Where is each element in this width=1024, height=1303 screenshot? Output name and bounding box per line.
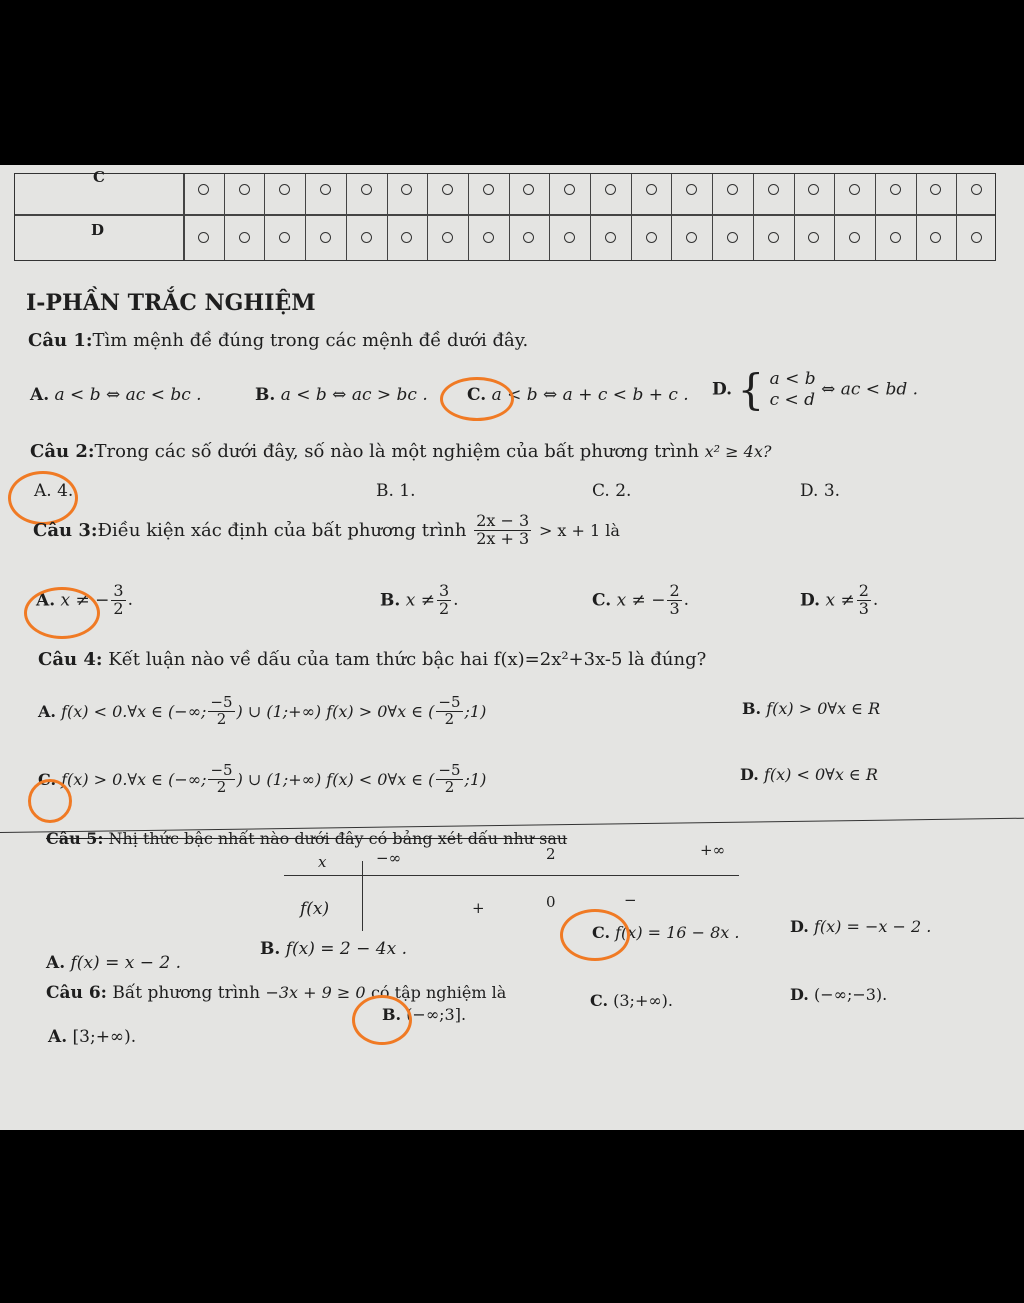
q5-d-text: f(x) = −x − 2 . [813, 917, 932, 936]
q1-option-d [712, 365, 918, 414]
q4-c-pre: f(x) > 0.∀x ∈ (−∞; [61, 769, 207, 789]
answer-bubble-d[interactable] [198, 232, 209, 243]
answer-bubble-c[interactable] [320, 184, 331, 195]
question-2 [30, 441, 771, 462]
question-4-label: Câu 4: [38, 649, 103, 670]
answer-bubble-d[interactable] [849, 232, 860, 243]
answer-bubble-c[interactable] [686, 184, 697, 195]
q3-option-b: B. x ≠ $\frac{3}{2}$ . [380, 581, 459, 618]
q4-option-b [742, 699, 880, 718]
answer-bubble-d[interactable] [686, 232, 697, 243]
question-6-text: Bất phương trình [112, 983, 261, 1003]
answer-bubble-d[interactable] [320, 232, 331, 243]
question-1 [28, 330, 528, 351]
answer-bubble-d[interactable] [523, 232, 534, 243]
answer-bubble-c[interactable] [198, 184, 209, 195]
question-4-text: Kết luận nào về dấu của tam thức bậc hai f(x)=2x²+3x-5 là đúng? [108, 649, 707, 670]
q2-option-c: C. 2. [592, 481, 632, 501]
q5-d-label: D. [790, 917, 809, 936]
q5-a-text: f(x) = x − 2 . [70, 953, 181, 973]
question-5-text: Nhị thức bậc nhất nào dưới đây có bảng xét dấu như sau [108, 829, 568, 848]
grid-label-divider [183, 174, 185, 260]
q5-a-label: A. [46, 953, 66, 973]
q1-option-b [255, 385, 428, 405]
q4-answer-circle [28, 779, 72, 823]
answer-bubble-d[interactable] [646, 232, 657, 243]
q3-frac-num: 2x − 3 [476, 511, 530, 530]
answer-bubble-d[interactable] [971, 232, 982, 243]
question-6-expr: −3x + 9 ≥ 0 [265, 983, 366, 1002]
answer-bubble-c[interactable] [564, 184, 575, 195]
grid-column-divider [590, 174, 591, 260]
q3-b-den: 2 [438, 598, 450, 618]
q3-fraction [474, 513, 531, 548]
answer-bubble-c[interactable] [890, 184, 901, 195]
q4-option-c [38, 763, 486, 796]
q5-option-b [260, 939, 407, 959]
answer-bubble-c[interactable] [849, 184, 860, 195]
q5-c-label: C. [592, 923, 611, 942]
q3-frac-den: 2x + 3 [476, 528, 530, 548]
grid-column-divider [916, 174, 917, 260]
q6-a-text: [3;+∞). [72, 1027, 137, 1047]
sign-table-plus: + [472, 899, 485, 917]
answer-bubble-c[interactable] [483, 184, 494, 195]
question-2-label: Câu 2: [30, 441, 95, 462]
grid-column-divider [387, 174, 388, 260]
q5-answer-circle [560, 909, 630, 961]
answer-bubble-c[interactable] [279, 184, 290, 195]
answer-bubble-c[interactable] [646, 184, 657, 195]
q4-a-frac2 [436, 695, 462, 728]
q4-a-frac2-num: −5 [438, 693, 461, 711]
grid-row-label-d: D [91, 221, 105, 239]
q4-c-end: ;1) [464, 769, 487, 789]
q3-a-num: 3 [113, 581, 124, 600]
q6-a-label: A. [48, 1027, 68, 1047]
q4-option-a [38, 695, 486, 728]
brace-icon: { [737, 365, 765, 414]
q4-a-frac1-num: −5 [210, 693, 233, 711]
answer-bubble-c[interactable] [361, 184, 372, 195]
sign-table-neg-inf: −∞ [376, 849, 402, 867]
q4-c-frac2-num: −5 [438, 761, 461, 779]
q3-c-pre: x ≠ − [616, 590, 666, 611]
q3-option-c: C. x ≠ − $\frac{2}{3}$ . [592, 581, 690, 618]
q4-c-label: C. [38, 769, 57, 789]
question-5-label: Câu 5: [46, 829, 104, 848]
q3-b-frac [437, 583, 451, 618]
q4-a-pre: f(x) < 0.∀x ∈ (−∞; [61, 701, 207, 721]
q3-d-label: D. [800, 590, 821, 611]
question-3-text: Điều kiện xác định của bất phương trình [97, 519, 467, 541]
question-4 [38, 649, 706, 670]
sign-table-x: x [318, 853, 327, 871]
answer-bubble-d[interactable] [483, 232, 494, 243]
q3-b-label: B. [380, 590, 401, 611]
q4-b-label: B. [742, 699, 762, 718]
answer-bubble-d[interactable] [768, 232, 779, 243]
answer-bubble-c[interactable] [605, 184, 616, 195]
grid-column-divider [224, 174, 225, 260]
q3-b-pre: x ≠ [405, 590, 435, 611]
q3-d-frac [857, 583, 871, 618]
q1-d-system [770, 369, 816, 410]
q3-option-a: A. x ≠ − $\frac{3}{2}$ . [36, 581, 133, 618]
sign-table-zero: 0 [546, 893, 556, 911]
q3-b-num: 3 [438, 581, 450, 600]
grid-column-divider [956, 174, 957, 260]
section-title: I-PHẦN TRẮC NGHIỆM [26, 290, 316, 316]
q5-option-a [46, 953, 181, 973]
q5-b-label: B. [260, 939, 281, 959]
q6-option-c [590, 991, 673, 1010]
q4-c-frac2-den: 2 [444, 777, 455, 796]
q4-a-end: ;1) [464, 701, 487, 721]
question-3 [33, 513, 620, 548]
answer-bubble-d[interactable] [930, 232, 941, 243]
q3-tail: > x + 1 là [538, 520, 620, 540]
question-5 [46, 829, 567, 848]
answer-bubble-d[interactable] [890, 232, 901, 243]
answer-bubble-d[interactable] [727, 232, 738, 243]
answer-bubble-d[interactable] [808, 232, 819, 243]
q6-option-d [790, 985, 887, 1004]
q3-d-den: 3 [858, 598, 869, 618]
answer-bubble-d[interactable] [239, 232, 250, 243]
q1-b-label: B. [255, 385, 276, 405]
q1-d-tail: ⇔ ac < bd . [821, 379, 919, 400]
q4-option-d [740, 765, 878, 784]
q1-c-label: C. [467, 385, 487, 405]
question-2-text: Trong các số dưới đây, số nào là một nghiệm của bất phương trình [94, 441, 699, 462]
q1-d-line2: c < d [769, 389, 816, 410]
q6-b-label: B. [382, 1005, 402, 1024]
q2-option-b: B. 1. [376, 481, 416, 501]
q3-a-label: A. [36, 590, 56, 611]
grid-column-divider [712, 174, 713, 260]
q1-a-label: A. [30, 385, 50, 405]
grid-row-label-c: C [93, 168, 105, 186]
q6-d-text: (−∞;−3). [813, 985, 888, 1004]
q3-a-den: 2 [113, 598, 124, 618]
q1-d-line1: a < b [769, 369, 816, 390]
q1-a-text: a < b ⇔ ac < bc . [54, 385, 202, 405]
q4-c-frac1 [208, 763, 234, 796]
q6-c-label: C. [590, 991, 609, 1010]
question-1-text: Tìm mệnh đề đúng trong các mệnh đề dưới đây. [92, 330, 529, 351]
q1-b-text: a < b ⇔ ac > bc . [280, 385, 428, 405]
q5-option-d [790, 917, 931, 936]
q4-d-text: f(x) < 0∀x ∈ R [763, 765, 878, 784]
grid-column-divider [753, 174, 754, 260]
answer-bubble-c[interactable] [727, 184, 738, 195]
grid-column-divider [305, 174, 306, 260]
q6-answer-circle [352, 995, 412, 1045]
q6-b-text: (−∞;3]. [406, 1005, 467, 1024]
answer-bubble-c[interactable] [971, 184, 982, 195]
q1-option-a [30, 385, 202, 405]
answer-bubble-d[interactable] [279, 232, 290, 243]
answer-bubble-c[interactable] [930, 184, 941, 195]
q3-c-frac [667, 583, 681, 618]
q6-option-a [48, 1027, 136, 1047]
q1-answer-circle [440, 377, 514, 421]
answer-bubble-c[interactable] [768, 184, 779, 195]
q3-answer-circle [24, 587, 100, 639]
q4-d-label: D. [740, 765, 759, 784]
q4-c-frac2 [436, 763, 462, 796]
question-1-label: Câu 1: [28, 330, 93, 351]
sign-table-pos-inf: +∞ [700, 841, 726, 859]
question-3-label: Câu 3: [33, 519, 98, 541]
q1-c-text: a < b ⇔ a + c < b + c . [491, 385, 689, 405]
q4-c-frac1-num: −5 [210, 761, 233, 779]
grid-column-divider [794, 174, 795, 260]
grid-column-divider [549, 174, 550, 260]
q4-c-mid: ) ∪ (1;+∞) f(x) < 0∀x ∈ ( [236, 769, 435, 789]
grid-column-divider [509, 174, 510, 260]
q3-option-d: D. x ≠ $\frac{2}{3}$ . [800, 581, 879, 618]
grid-column-divider [671, 174, 672, 260]
q4-a-frac2-den: 2 [444, 709, 455, 728]
q3-d-pre: x ≠ [825, 590, 855, 611]
question-6-label: Câu 6: [46, 983, 107, 1003]
q1-d-label: D. [712, 379, 733, 400]
sign-table-vline [362, 861, 363, 931]
grid-column-divider [468, 174, 469, 260]
sign-table-root: 2 [546, 845, 556, 863]
answer-bubble-d[interactable] [442, 232, 453, 243]
grid-column-divider [264, 174, 265, 260]
question-6-tail: có tập nghiệm là [370, 983, 507, 1002]
q4-a-frac1-den: 2 [216, 709, 227, 728]
question-6 [46, 983, 506, 1003]
q5-c-text: f(x) = 16 − 8x . [615, 923, 740, 942]
answer-bubble-c[interactable] [442, 184, 453, 195]
grid-column-divider [427, 174, 428, 260]
sign-table-hline [284, 875, 739, 876]
q5-b-text: f(x) = 2 − 4x . [285, 939, 407, 959]
q3-c-num: 2 [669, 581, 680, 600]
q4-a-label: A. [38, 701, 56, 721]
sign-table-minus: − [624, 891, 637, 909]
q4-b-text: f(x) > 0∀x ∈ R [766, 699, 881, 718]
sign-table-fx: f(x) [300, 899, 330, 919]
grid-row-divider [15, 214, 995, 216]
q6-c-text: (3;+∞). [613, 991, 673, 1010]
q4-a-mid: ) ∪ (1;+∞) f(x) > 0∀x ∈ ( [236, 701, 435, 721]
answer-bubble-c[interactable] [239, 184, 250, 195]
q2-option-a: A. 4. [34, 481, 74, 501]
grid-column-divider [875, 174, 876, 260]
q2-option-d: D. 3. [800, 481, 841, 501]
q4-c-frac1-den: 2 [216, 777, 227, 796]
answer-bubble-c[interactable] [808, 184, 819, 195]
question-2-expr: x² ≥ 4x? [704, 442, 772, 461]
answer-bubble-c[interactable] [401, 184, 412, 195]
q3-c-label: C. [592, 590, 612, 611]
q3-a-frac [111, 583, 125, 618]
q3-a-pre: x ≠ − [60, 590, 110, 611]
answer-bubble-d[interactable] [564, 232, 575, 243]
grid-column-divider [834, 174, 835, 260]
q6-d-label: D. [790, 985, 809, 1004]
answer-bubble-d[interactable] [401, 232, 412, 243]
answer-bubble-c[interactable] [523, 184, 534, 195]
answer-grid [14, 168, 996, 261]
q3-d-num: 2 [858, 581, 869, 600]
answer-bubble-d[interactable] [605, 232, 616, 243]
q4-a-frac1 [208, 695, 234, 728]
exam-paper [0, 165, 1024, 1130]
answer-bubble-d[interactable] [361, 232, 372, 243]
grid-column-divider [346, 174, 347, 260]
grid-column-divider [631, 174, 632, 260]
q3-c-den: 3 [669, 598, 680, 618]
